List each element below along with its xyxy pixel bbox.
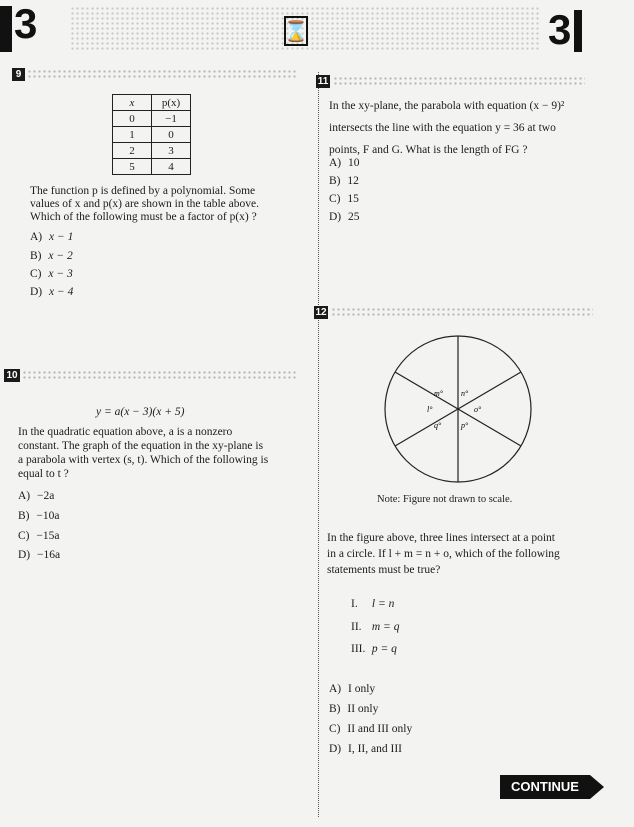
- choice-letter: B): [329, 703, 341, 715]
- choice-letter: C): [329, 723, 341, 735]
- q10-choice-c[interactable]: [18, 529, 59, 543]
- choice-text: 10: [348, 157, 360, 169]
- table-cell: −1: [152, 111, 191, 127]
- q11-stem: [329, 98, 609, 158]
- q12-choice-c[interactable]: [329, 722, 412, 736]
- angle-label-m: m°: [434, 389, 443, 398]
- angle-label-n: n°: [461, 389, 469, 398]
- statement-roman: III.: [351, 643, 366, 655]
- q11-choice-b[interactable]: [329, 174, 359, 188]
- question-number-12: 12: [315, 307, 327, 318]
- q9-stem-line: Which of the following must be a factor of p(x) ?: [30, 211, 257, 223]
- angle-label-p: p°: [461, 421, 469, 430]
- choice-text: II only: [347, 703, 379, 715]
- q11-stem-line: intersects the line with the equation y = 36 at two: [329, 122, 556, 134]
- choice-text: II and III only: [347, 723, 413, 735]
- question-12-header-bar: [331, 307, 593, 318]
- q11-choice-a[interactable]: [329, 156, 360, 170]
- choice-text: x − 3: [48, 268, 73, 280]
- q12-stem: [327, 530, 617, 578]
- table-header-x: x: [113, 95, 152, 111]
- q12-figure-note: Note: Figure not drawn to scale.: [377, 494, 513, 505]
- choice-letter: A): [18, 490, 31, 502]
- choice-letter: B): [18, 510, 30, 522]
- table-cell: 2: [113, 143, 152, 159]
- table-cell: 0: [152, 127, 191, 143]
- table-cell: 0: [113, 111, 152, 127]
- q11-choice-c[interactable]: [329, 192, 359, 206]
- q10-stem-line: equal to t ?: [18, 468, 69, 480]
- statement-roman: I.: [351, 598, 358, 610]
- continue-button[interactable]: [500, 775, 604, 799]
- q9-choice-c[interactable]: [30, 267, 73, 281]
- choice-text: 15: [347, 193, 359, 205]
- left-edge-tab: [0, 6, 12, 52]
- choice-text: x − 2: [48, 250, 73, 262]
- q9-value-table: [112, 94, 191, 175]
- q10-choice-a[interactable]: [18, 489, 54, 503]
- table-cell: 1: [113, 127, 152, 143]
- choice-text: −10a: [36, 510, 60, 522]
- choice-letter: D): [18, 549, 31, 561]
- choice-letter: D): [30, 286, 43, 298]
- q11-stem-line: points, F and G. What is the length of FG ?: [329, 144, 528, 156]
- statement-text: p = q: [371, 643, 397, 655]
- arrow-right-icon: [590, 775, 604, 799]
- q9-choice-b[interactable]: [30, 249, 73, 263]
- choice-letter: D): [329, 211, 342, 223]
- question-number-10: 10: [4, 369, 20, 382]
- choice-text: −16a: [37, 549, 61, 561]
- q9-stem-line: The function p is defined by a polynomial. Some: [30, 185, 256, 197]
- table-row: [113, 159, 191, 175]
- q12-statement-2: [351, 620, 399, 634]
- question-9-header-bar: [27, 69, 297, 80]
- choice-letter: A): [329, 157, 342, 169]
- q12-stem-line: In the figure above, three lines intersect at a point: [327, 532, 555, 544]
- q9-choice-a[interactable]: [30, 230, 73, 244]
- choice-letter: A): [329, 683, 342, 695]
- q10-choice-b[interactable]: [18, 509, 59, 523]
- angle-label-q: q°: [434, 421, 442, 430]
- q12-choice-b[interactable]: [329, 702, 378, 716]
- table-cell: 3: [152, 143, 191, 159]
- angle-label-o: o°: [474, 405, 482, 414]
- q10-stem: [18, 424, 308, 482]
- choice-letter: C): [329, 193, 341, 205]
- table-row: [113, 111, 191, 127]
- table-row: [113, 143, 191, 159]
- choice-letter: A): [30, 231, 43, 243]
- statement-text: m = q: [371, 621, 400, 633]
- choice-text: I, II, and III: [348, 743, 402, 755]
- q10-equation: y = a(x − 3)(x + 5): [96, 406, 185, 418]
- q10-stem-line: a parabola with vertex (s, t). Which of the following is: [18, 454, 269, 466]
- q9-stem: [30, 183, 300, 225]
- q12-choice-a[interactable]: [329, 682, 375, 696]
- q9-choice-d[interactable]: [30, 285, 73, 299]
- question-number-9: 9: [12, 68, 25, 81]
- q9-stem-line: values of x and p(x) are shown in the table above.: [30, 198, 259, 210]
- q12-choice-d[interactable]: [329, 742, 402, 756]
- choice-text: 12: [347, 175, 359, 187]
- statement-roman: II.: [351, 621, 362, 633]
- table-cell: 5: [113, 159, 152, 175]
- continue-label: CONTINUE: [511, 779, 579, 794]
- right-edge-tab: [574, 10, 582, 52]
- table-header-row: [113, 95, 191, 111]
- q10-choice-d[interactable]: [18, 548, 60, 562]
- q12-statement-3: [351, 642, 397, 656]
- q12-stem-line: statements must be true?: [327, 564, 441, 576]
- statement-text: l = n: [371, 598, 395, 610]
- table-row: [113, 127, 191, 143]
- angle-label-l: l°: [427, 405, 433, 414]
- section-number-right: 3: [548, 6, 572, 53]
- choice-text: x − 1: [49, 231, 74, 243]
- question-number-11: 11: [317, 76, 329, 87]
- column-divider: [318, 72, 319, 817]
- q12-stem-line: in a circle. If l + m = n + o, which of the following: [327, 548, 560, 560]
- hourglass-icon: ⌛: [284, 16, 308, 46]
- choice-letter: B): [30, 250, 42, 262]
- q12-circle-figure: [368, 333, 548, 485]
- choice-letter: C): [30, 268, 42, 280]
- q10-stem-line: In the quadratic equation above, a is a nonzero: [18, 426, 233, 438]
- q10-stem-line: constant. The graph of the equation in the xy-plane is: [18, 440, 264, 452]
- table-cell: 4: [152, 159, 191, 175]
- question-11-header-bar: [333, 76, 585, 87]
- choice-text: I only: [348, 683, 376, 695]
- choice-text: −2a: [37, 490, 55, 502]
- section-number-left: 3: [14, 0, 38, 47]
- question-10-header-bar: [22, 370, 297, 381]
- choice-text: −15a: [36, 530, 60, 542]
- choice-text: 25: [348, 211, 360, 223]
- table-header-px: p(x): [152, 95, 191, 111]
- q12-statement-1: [351, 597, 394, 611]
- q11-choice-d[interactable]: [329, 210, 360, 224]
- choice-letter: C): [18, 530, 30, 542]
- choice-text: x − 4: [49, 286, 74, 298]
- choice-letter: B): [329, 175, 341, 187]
- choice-letter: D): [329, 743, 342, 755]
- q11-stem-line: In the xy-plane, the parabola with equation (x − 9)²: [329, 100, 565, 112]
